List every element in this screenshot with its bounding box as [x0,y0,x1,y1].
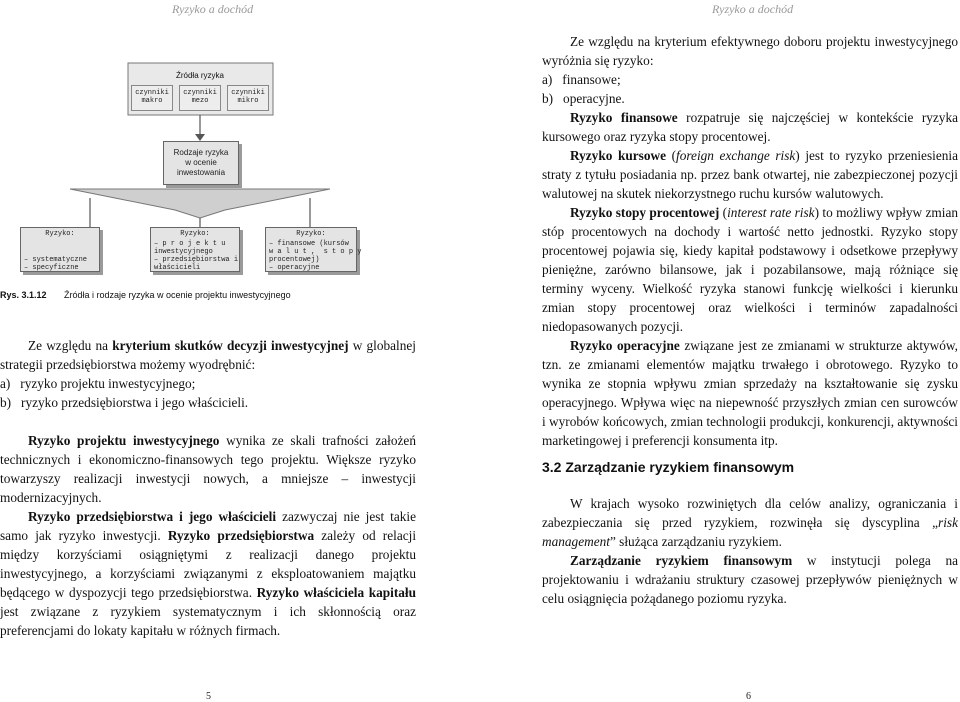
bold-term: Ryzyko kursowe [570,148,666,163]
group-line: procentowej) [269,256,320,264]
bold-term: Ryzyko właściciela kapitału [256,585,416,600]
group-line: inwestycyjnego [154,248,213,256]
factor-box-micro [227,85,269,111]
text: W krajach wysoko rozwiniętych dla celów analizy, ograniczania i zabezpieczania się przed ryzykiem, rozwinęła się dyscyplina „ [542,496,958,530]
text: jest związane z ryzykiem systematycznym i ich skłonnością oraz preferencjami do lokaty kapitału w różnych firmach. [0,604,416,638]
risk-group-project [150,227,240,272]
group-line: – p r o j e k t u [154,240,226,248]
factor-label: czynniki makro [135,89,169,105]
figure-caption: Źródła i rodzaje ryzyka w ocenie projektu inwestycyjnego [64,290,291,300]
factor-box-mezo [179,85,221,111]
paragraph [542,336,958,450]
bold-term: Ryzyko operacyjne [570,338,680,353]
list-item: a) ryzyko projektu inwestycyjnego; [0,376,196,391]
bold-term: kryterium skutków decyzji inwestycyjnej [112,338,349,353]
center-line: Rodzaje ryzyka [173,148,229,157]
group-title: Ryzyko: [296,230,326,238]
paragraph [542,146,958,203]
center-line: inwestowania [176,168,226,177]
group-line: – operacyjne [269,264,320,272]
bold-term: Ryzyko projektu inwestycyjnego [28,433,220,448]
text: w globalnej strategii przedsiębiorstwa możemy wyodrębnić: [0,338,417,372]
paragraph [542,551,958,608]
text: zależy od relacji między korzyściami osiągniętymi z realizacji danego projektu inwestycyjnego, a korzyściami związanymi z eksploatowaniem majątku będącego w dyspozycji tego przedsiębiorstwa. [0,528,417,600]
paragraph [542,108,958,146]
factor-label: czynniki mezo [183,89,217,105]
page-header: Ryzyko a dochód [712,2,794,16]
list-item: a) finansowe; [542,72,621,87]
text: rozpatruje się najczęściej w kontekście ryzyka kursowego oraz ryzyka stopy procentowej. [542,110,958,144]
bold-term: Ryzyko finansowe [570,110,678,125]
paragraph [542,494,958,551]
group-line: w a l u t , s t o p y [269,248,362,256]
left-body [0,336,416,640]
text: zazwyczaj nie jest takie samo jak ryzyko inwestycji. [0,509,416,543]
text: wynika ze skali trafności założeń technicznych i ekonomiczno-finansowych tego projektu. Większe ryzyko towarzyszy realizacji inwestycji nowych, a mniejsze – inwestycji modernizacyjnych. [0,433,416,505]
italic-term: risk management [542,515,958,549]
paragraph: Ze względu na kryterium efektywnego doboru projektu inwestycyjnego wyróżnia się ryzyko: [542,34,958,68]
group-title: Ryzyko: [45,230,75,238]
bold-term: Ryzyko przedsiębiorstwa [167,528,315,543]
text: w instytucji polega na projektowaniu i wdrażaniu struktury czasowej przepływów pieniężnych w celu osiągnięcia pożądanego poziomu ryzyka. [542,553,959,606]
section-body [542,494,958,608]
text: ) jest to ryzyko przeniesienia straty z tytułu posiadania np. przez bank otwartej, nie zabezpieczonej pozycji walutowej na skutek niekorzystnego ruchu kursów walutowych. [542,148,958,201]
page-number: 5 [206,691,211,702]
risk-group-systematic [20,227,100,272]
factor-box-macro [131,85,173,111]
right-body [542,32,958,450]
figure-label: Rys. 3.1.12 [0,290,47,300]
factor-label: czynniki mikro [231,89,265,105]
text: ( [666,148,677,163]
page-header: Ryzyko a dochód [172,2,254,16]
risk-types-box [163,141,239,185]
paragraph [0,336,416,374]
group-line: – przedsiębiorstwa i [154,256,239,264]
bold-term: Ryzyko stopy procentowej [570,205,720,220]
text: ” służąca zarządzaniu ryzykiem. [609,534,782,549]
page-number: 6 [746,691,751,702]
italic-term: foreign exchange risk [676,148,796,163]
group-line: – specyficzne [24,264,79,272]
right-page [480,0,960,702]
italic-term: interest rate risk [727,205,815,220]
bold-term: Zarządzanie ryzykiem finansowym [570,553,793,568]
center-line: w ocenie [185,158,217,167]
paragraph [542,203,958,336]
group-line: – finansowe (kursów [269,240,349,248]
text: związane jest ze zmianami w strukturze aktywów, tzn. ze zmianami elementów majątku trwałego i obrotowego. Ryzyko to wynika ze stopnia wpływu zmian sprzedaży na kształtowanie się zysku operacyjnego. Wpływa więc na niepewność przyszłych zmian cen surowców i wyrobów końcowych, zmian technologii produkcji, konkurencji, aktywności marketingowej i preferencji konsumenta itp. [542,338,958,448]
risk-group-financial [265,227,362,272]
group-line: właścicieli [154,264,201,272]
sources-title: Źródła ryzyka [175,71,224,80]
group-title: Ryzyko: [180,230,210,238]
bold-term: Ryzyko przedsiębiorstwa i jego właścicieli [28,509,277,524]
paragraph [0,431,416,507]
text: ) to możliwy wpływ zmian stóp procentowych na dochody i wartość netto jednostki. Ryzyko stopy procentowej pojawia się, kiedy kapitał podstawowy i odsetkowe przepływy pieniężne, zarówno bilansowe, jak i pozabilansowe, mają różniące się terminy wyceny. Wielkość ryzyka stanowi funkcję wielkości i kierunku zmian stopy procentowej oraz wielkości i terminów zapadalności niedopasowanych pozycji. [542,205,959,334]
list-item: b) ryzyko przedsiębiorstwa i jego właścicieli. [0,395,249,410]
section-title: 3.2 Zarządzanie ryzykiem finansowym [542,459,795,475]
group-line: – systematyczne [24,256,88,264]
paragraph [0,507,416,640]
text: Ze względu na [28,338,113,353]
text: ( [719,205,728,220]
list-item: b) operacyjne. [542,91,625,106]
